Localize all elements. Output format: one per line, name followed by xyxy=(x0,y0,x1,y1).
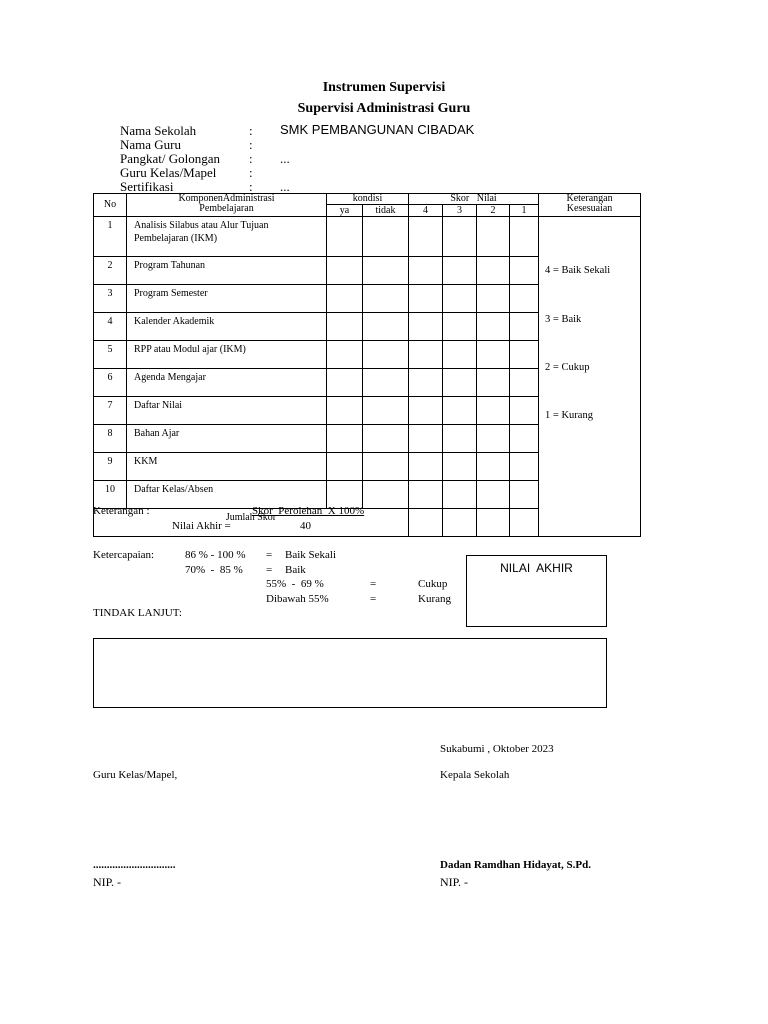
place-date: Sukabumi , Oktober 2023 xyxy=(440,743,554,755)
row-komponen: KKM xyxy=(127,453,327,481)
nilai-akhir-box-title: NILAI AKHIR xyxy=(500,561,573,575)
info-label-sertifikasi: Sertifikasi xyxy=(120,179,174,194)
cell-tidak[interactable] xyxy=(363,341,409,369)
header-keterangan-line2: Kesesuaian xyxy=(566,203,613,214)
cell-tidak[interactable] xyxy=(363,397,409,425)
row-komponen: Program Semester xyxy=(127,285,327,313)
total-label: Jumlah Skor xyxy=(94,509,409,537)
cell-ya[interactable] xyxy=(327,453,363,481)
cell-score-1[interactable] xyxy=(510,453,539,481)
cell-tidak[interactable] xyxy=(363,369,409,397)
cell-score-3[interactable] xyxy=(443,313,477,341)
cell-score-4[interactable] xyxy=(409,481,443,509)
row-number: 6 xyxy=(94,369,127,397)
cell-score-3[interactable] xyxy=(443,425,477,453)
cell-score-2[interactable] xyxy=(477,369,510,397)
header-keterangan-line1: Keterangan xyxy=(566,193,613,204)
cell-ya[interactable] xyxy=(327,217,363,257)
total-score-2[interactable] xyxy=(477,509,510,537)
ketercapaian-desc: Kurang xyxy=(418,593,451,605)
cell-tidak[interactable] xyxy=(363,453,409,481)
ketercapaian-range: 70% - 85 % xyxy=(185,564,243,576)
cell-score-2[interactable] xyxy=(477,217,510,257)
row-komponen: Daftar Nilai xyxy=(127,397,327,425)
cell-score-1[interactable] xyxy=(510,397,539,425)
cell-ya[interactable] xyxy=(327,369,363,397)
cell-score-3[interactable] xyxy=(443,453,477,481)
cell-score-1[interactable] xyxy=(510,369,539,397)
cell-tidak[interactable] xyxy=(363,217,409,257)
cell-score-1[interactable] xyxy=(510,217,539,257)
header-score-1: 1 xyxy=(510,205,539,217)
header-score-3: 3 xyxy=(443,205,477,217)
info-value-sertifikasi: ... xyxy=(280,179,290,194)
tindak-lanjut-label: TINDAK LANJUT: xyxy=(93,607,182,619)
cell-score-2[interactable] xyxy=(477,313,510,341)
info-colon: : xyxy=(249,123,253,138)
cell-score-4[interactable] xyxy=(409,341,443,369)
info-label-sekolah: Nama Sekolah xyxy=(120,123,197,138)
cell-score-4[interactable] xyxy=(409,453,443,481)
nilai-akhir-value: 40 xyxy=(300,520,311,532)
cell-tidak[interactable] xyxy=(363,285,409,313)
row-komponen: Analisis Silabus atau Alur Tujuan Pembelajaran (IKM) xyxy=(127,217,327,257)
cell-score-1[interactable] xyxy=(510,285,539,313)
header-komponen xyxy=(127,194,327,217)
info-label-pangkat: Pangkat/ Golongan xyxy=(120,151,221,166)
info-colon: : xyxy=(249,137,253,152)
row-komponen: Program Tahunan xyxy=(127,257,327,285)
cell-score-3[interactable] xyxy=(443,481,477,509)
info-colon: : xyxy=(249,151,253,166)
row-number: 2 xyxy=(94,257,127,285)
row-komponen: Daftar Kelas/Absen xyxy=(127,481,327,509)
ketercapaian-eq: = xyxy=(370,578,377,590)
ketercapaian-desc: Baik Sekali xyxy=(285,549,337,561)
row-number: 8 xyxy=(94,425,127,453)
row-komponen: RPP atau Modul ajar (IKM) xyxy=(127,341,327,369)
header-kondisi: kondisi xyxy=(327,194,409,205)
ketercapaian-range: 86 % - 100 % xyxy=(185,549,246,561)
total-score-3[interactable] xyxy=(443,509,477,537)
header-keterangan xyxy=(539,194,641,217)
row-number: 5 xyxy=(94,341,127,369)
row-number: 4 xyxy=(94,313,127,341)
cell-tidak[interactable] xyxy=(363,425,409,453)
cell-ya[interactable] xyxy=(327,341,363,369)
cell-score-4[interactable] xyxy=(409,425,443,453)
ketercapaian-eq: = xyxy=(266,564,273,576)
cell-score-4[interactable] xyxy=(409,313,443,341)
cell-score-2[interactable] xyxy=(477,425,510,453)
keterangan-item: 3 = Baik xyxy=(545,314,582,325)
total-score-1[interactable] xyxy=(510,509,539,537)
cell-score-4[interactable] xyxy=(409,397,443,425)
right-name: Dadan Ramdhan Hidayat, S.Pd. xyxy=(440,859,591,871)
keterangan-item: 1 = Kurang xyxy=(545,410,593,421)
row-komponen: Agenda Mengajar xyxy=(127,369,327,397)
cell-score-4[interactable] xyxy=(409,257,443,285)
cell-score-1[interactable] xyxy=(510,341,539,369)
cell-score-3[interactable] xyxy=(443,369,477,397)
cell-ya[interactable] xyxy=(327,425,363,453)
info-label-mapel: Guru Kelas/Mapel xyxy=(120,165,217,180)
row-number: 7 xyxy=(94,397,127,425)
info-value-pangkat: ... xyxy=(280,151,290,166)
header-komponen-line2: Pembelajaran xyxy=(199,203,254,214)
info-colon: : xyxy=(249,179,253,194)
document-subtitle: Supervisi Administrasi Guru xyxy=(297,101,471,116)
right-role: Kepala Sekolah xyxy=(440,769,510,781)
cell-score-2[interactable] xyxy=(477,453,510,481)
keterangan-item: 2 = Cukup xyxy=(545,362,590,373)
formula-text: Skor Perolehan X 100% xyxy=(252,505,365,517)
formula-label: Keterangan : xyxy=(93,505,150,517)
cell-score-3[interactable] xyxy=(443,341,477,369)
cell-score-4[interactable] xyxy=(409,217,443,257)
cell-score-3[interactable] xyxy=(443,397,477,425)
info-colon: : xyxy=(249,165,253,180)
cell-score-1[interactable] xyxy=(510,313,539,341)
row-number: 10 xyxy=(94,481,127,509)
header-tidak: tidak xyxy=(363,205,409,217)
cell-ya[interactable] xyxy=(327,397,363,425)
ketercapaian-range: Dibawah 55% xyxy=(266,593,329,605)
document-title: Instrumen Supervisi xyxy=(322,80,446,95)
row-komponen: Kalender Akademik xyxy=(127,313,327,341)
cell-score-3[interactable] xyxy=(443,285,477,313)
ketercapaian-eq: = xyxy=(370,593,377,605)
cell-ya[interactable] xyxy=(327,257,363,285)
left-role: Guru Kelas/Mapel, xyxy=(93,769,178,781)
cell-score-2[interactable] xyxy=(477,341,510,369)
supervision-table xyxy=(93,193,641,537)
cell-score-2[interactable] xyxy=(477,257,510,285)
keterangan-item: 4 = Baik Sekali xyxy=(545,265,611,276)
left-nip: NIP. - xyxy=(93,875,122,889)
cell-tidak[interactable] xyxy=(363,257,409,285)
header-score-4: 4 xyxy=(409,205,443,217)
cell-tidak[interactable] xyxy=(363,313,409,341)
right-nip: NIP. - xyxy=(440,875,469,889)
table-row xyxy=(94,217,641,257)
cell-score-1[interactable] xyxy=(510,425,539,453)
header-score-2: 2 xyxy=(477,205,510,217)
cell-ya[interactable] xyxy=(327,313,363,341)
header-no: No xyxy=(94,194,127,217)
tindak-lanjut-box[interactable] xyxy=(93,638,607,708)
cell-score-1[interactable] xyxy=(510,481,539,509)
cell-score-2[interactable] xyxy=(477,481,510,509)
cell-score-3[interactable] xyxy=(443,217,477,257)
header-skor-nilai: Skor Nilai xyxy=(409,194,539,205)
cell-score-1[interactable] xyxy=(510,257,539,285)
header-komponen-line1: KomponenAdministrasi xyxy=(178,193,275,204)
row-number: 1 xyxy=(94,217,127,257)
info-value-sekolah: SMK PEMBANGUNAN CIBADAK xyxy=(280,122,475,137)
ketercapaian-eq: = xyxy=(266,549,273,561)
ketercapaian-label: Ketercapaian: xyxy=(93,549,155,561)
row-number: 3 xyxy=(94,285,127,313)
nilai-akhir-box[interactable] xyxy=(466,555,607,627)
ketercapaian-desc: Baik xyxy=(285,564,306,576)
left-name: .............................. xyxy=(93,859,176,871)
cell-score-4[interactable] xyxy=(409,285,443,313)
nilai-akhir-label: Nilai Akhir = xyxy=(172,520,231,532)
cell-score-2[interactable] xyxy=(477,285,510,313)
total-score-4[interactable] xyxy=(409,509,443,537)
cell-score-3[interactable] xyxy=(443,257,477,285)
ketercapaian-desc: Cukup xyxy=(418,578,448,590)
cell-score-2[interactable] xyxy=(477,397,510,425)
info-label-guru: Nama Guru xyxy=(120,137,182,152)
cell-tidak[interactable] xyxy=(363,481,409,509)
cell-ya[interactable] xyxy=(327,285,363,313)
keterangan-column xyxy=(539,217,641,537)
row-number: 9 xyxy=(94,453,127,481)
header-ya: ya xyxy=(327,205,363,217)
ketercapaian-range: 55% - 69 % xyxy=(266,578,324,590)
row-komponen: Bahan Ajar xyxy=(127,425,327,453)
cell-score-4[interactable] xyxy=(409,369,443,397)
